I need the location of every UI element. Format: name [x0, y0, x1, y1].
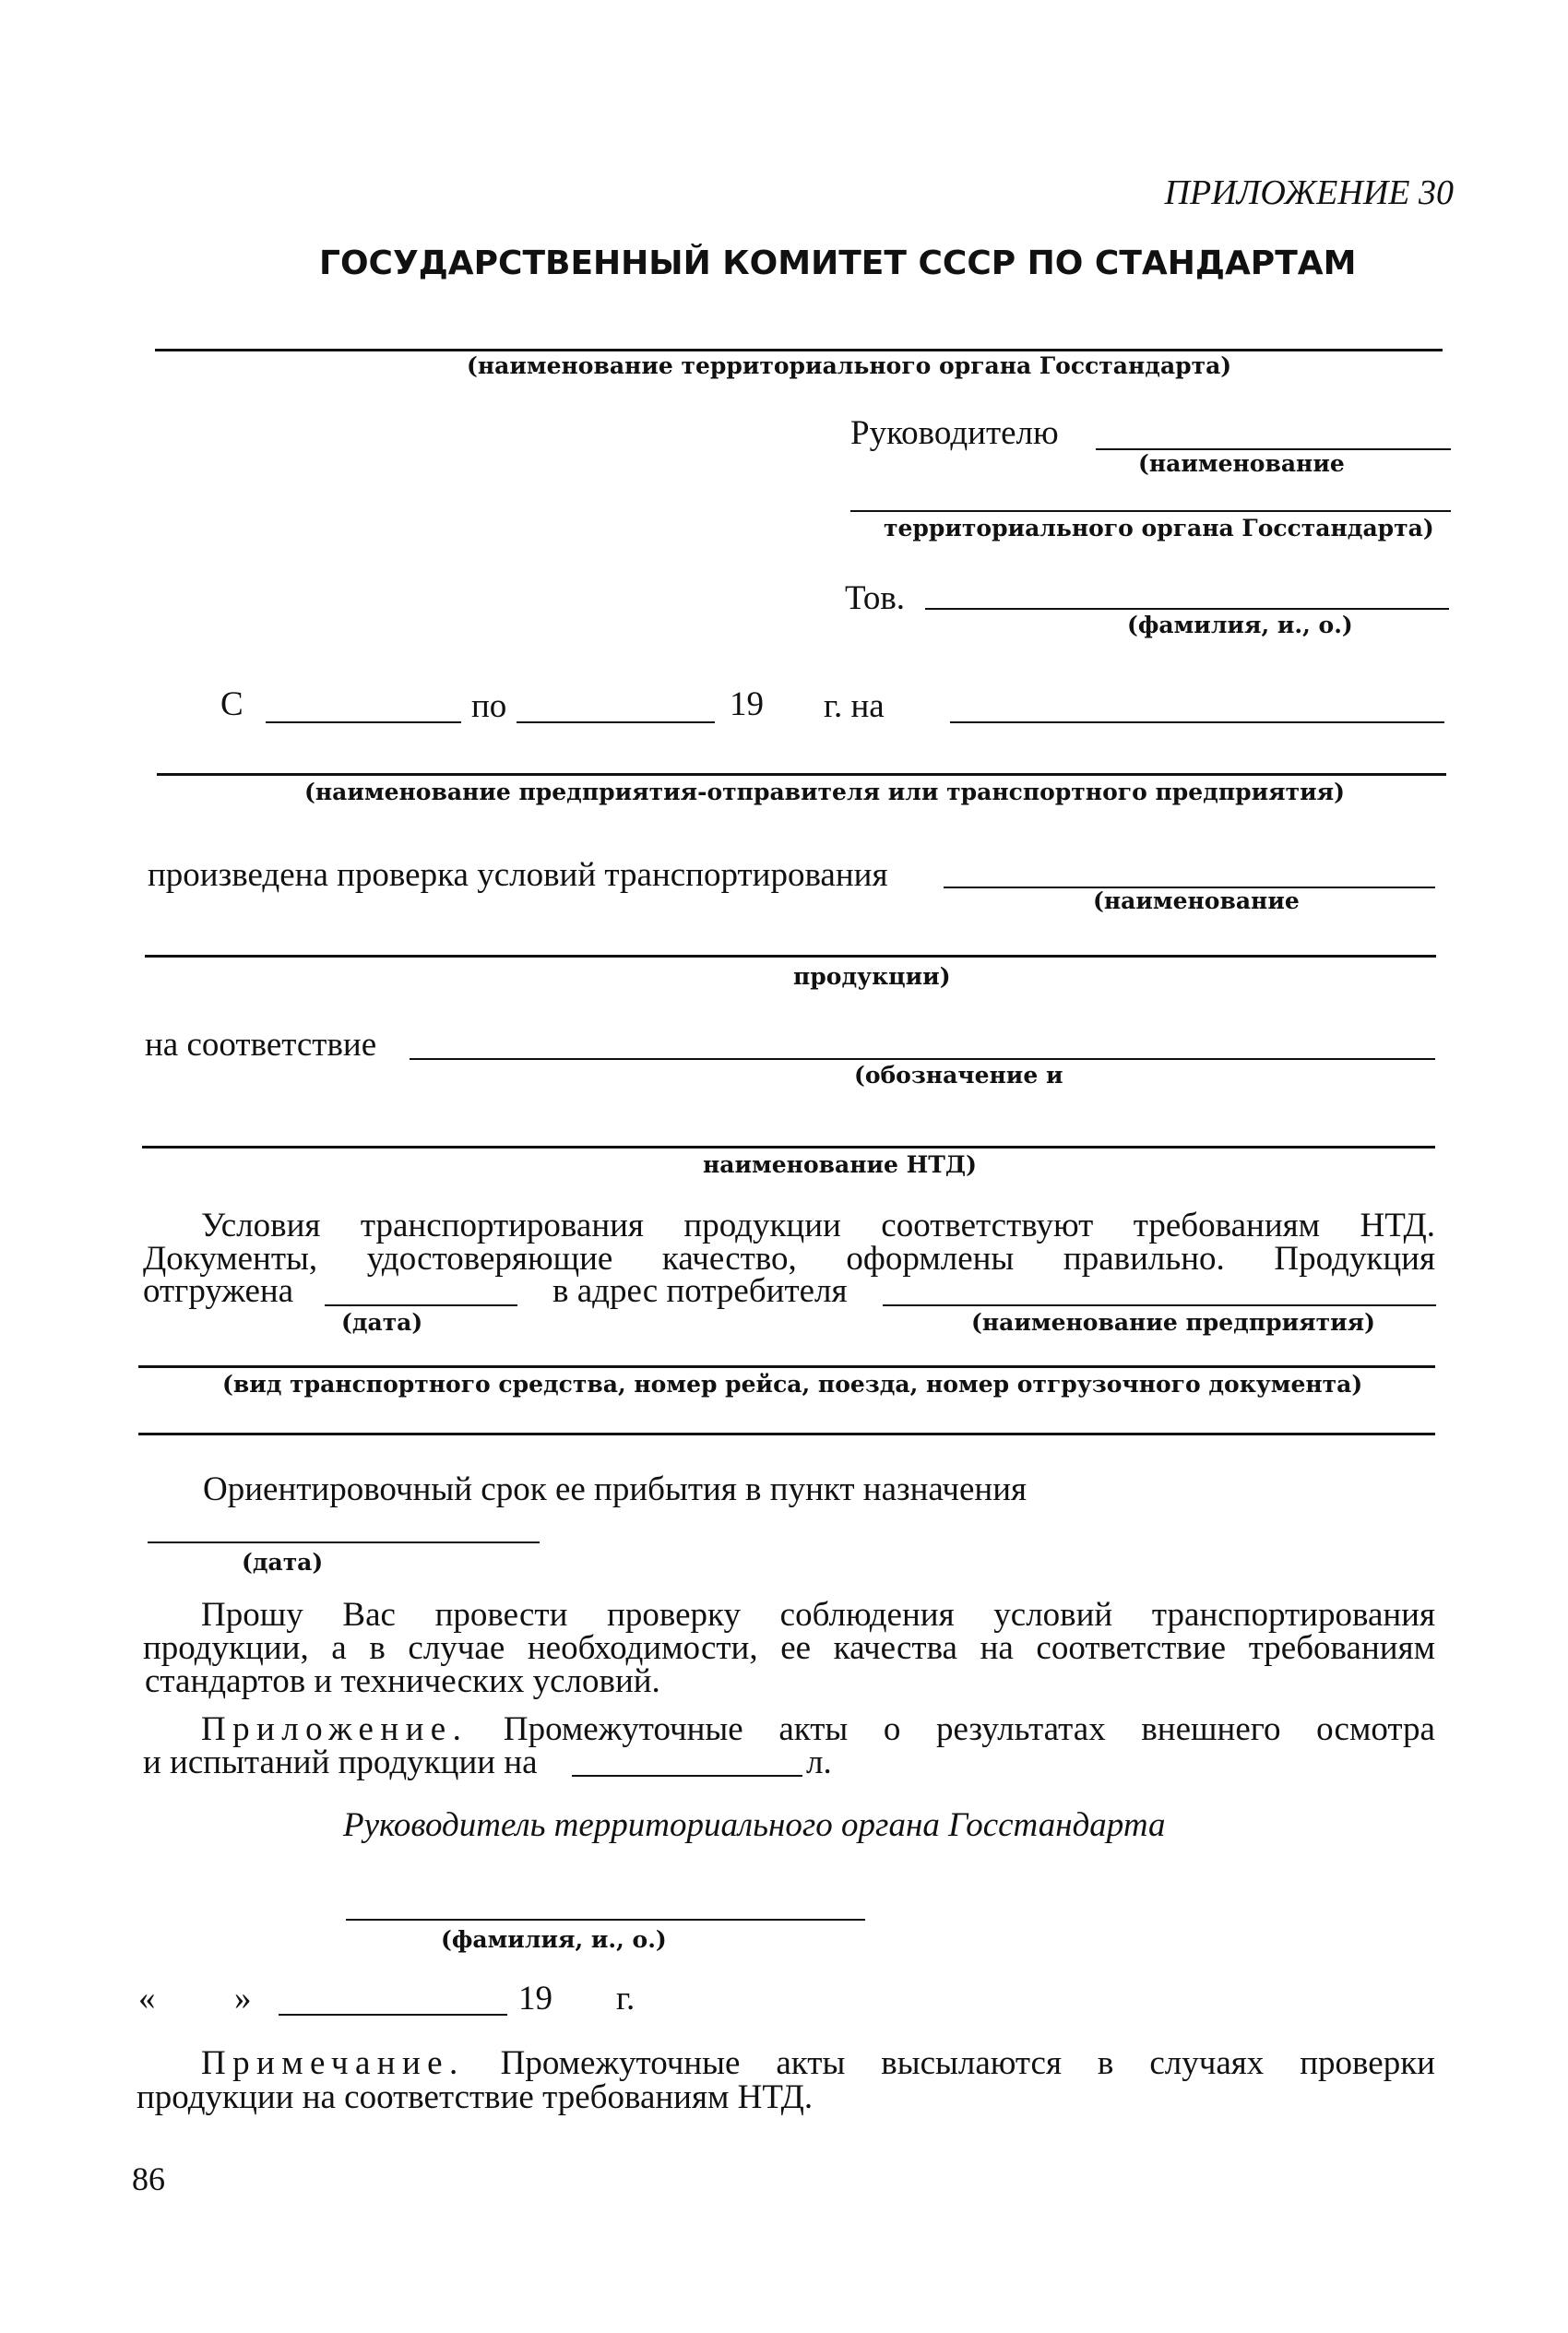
conditions-line-1: Условия транспортирования продукции соответствуют требованиям НТД.	[201, 1207, 1435, 1244]
attachment-pages-line	[572, 1775, 802, 1777]
tov-caption: (фамилия, и., о.)	[1127, 612, 1353, 638]
shipped-date-caption: (дата)	[341, 1309, 423, 1336]
attachment-unit: л.	[806, 1744, 832, 1781]
product-line	[145, 955, 1436, 958]
period-to-line	[517, 721, 715, 723]
period-at-label: г. на	[824, 687, 885, 725]
compliance-label: на соответствие	[145, 1026, 377, 1064]
territorial-organ-line	[155, 349, 1443, 351]
enterprise-caption: (наименование предприятия-отправителя или транспортного предприятия)	[304, 779, 1345, 805]
note-line-1: Примечание. Промежуточные акты высылаются в случаях проверки	[201, 2044, 1435, 2082]
signatory-name-line	[346, 1919, 865, 1921]
date-month-line	[279, 2014, 507, 2016]
product-caption: продукции)	[793, 963, 951, 990]
note-label: Примечание.	[201, 2044, 465, 2082]
ntd-caption: наименование НТД)	[703, 1151, 977, 1178]
period-to-label: по	[471, 687, 507, 725]
period-from-label: С	[220, 685, 244, 723]
page-number: 86	[132, 2160, 165, 2197]
date-year: 19	[518, 1980, 552, 2018]
tov-line	[925, 608, 1449, 610]
tov-label: Тов.	[845, 579, 906, 617]
shipped-label: отгружена	[143, 1272, 294, 1310]
attachment-line-1: Приложение. Промежуточные акты о результатах внешнего осмотра	[201, 1710, 1435, 1748]
conditions-line-2: Документы, удостоверяющие качество, оформлены правильно. Продукция	[143, 1240, 1435, 1278]
attachment-line-2: и испытаний продукции на	[143, 1744, 538, 1781]
date-open-quote: «	[138, 1980, 156, 2018]
consumer-line	[883, 1304, 1436, 1306]
request-line-1: Прошу Вас провести проверку соблюдения условий транспортирования	[201, 1596, 1435, 1634]
territorial-organ-caption: (наименование территориального органа Госстандарта)	[467, 352, 1232, 379]
arrival-text: Ориентировочный срок ее прибытия в пункт назначения	[203, 1470, 1028, 1508]
enterprise-line	[157, 773, 1446, 776]
signatory-title: Руководитель территориального органа Госстандарта	[343, 1806, 1166, 1844]
shipped-date-line	[325, 1304, 517, 1306]
period-at-line	[950, 721, 1444, 723]
check-caption-1: (наименование	[1093, 887, 1300, 914]
arrival-date-caption: (дата)	[242, 1549, 324, 1576]
compliance-caption-1: (обозначение и	[854, 1062, 1063, 1089]
check-text: произведена проверка условий транспортирования	[148, 856, 888, 894]
request-line-3: стандартов и технических условий.	[145, 1662, 660, 1700]
appendix-label: ПРИЛОЖЕНИЕ 30	[1164, 173, 1454, 212]
transport-line-2	[138, 1433, 1435, 1435]
attachment-label: Приложение.	[201, 1710, 469, 1748]
page-heading: ГОСУДАРСТВЕННЫЙ КОМИТЕТ СССР ПО СТАНДАРТАМ	[319, 244, 1357, 282]
period-year: 19	[730, 685, 764, 723]
signatory-name-caption: (фамилия, и., о.)	[441, 1926, 667, 1953]
note-line-2: продукции на соответствие требованиям НТД.	[137, 2078, 814, 2116]
to-head-caption-2: территориального органа Госстандарта)	[884, 515, 1434, 542]
ntd-line	[142, 1146, 1435, 1149]
transport-line	[138, 1365, 1435, 1368]
date-suffix: г.	[616, 1980, 636, 2018]
date-close-quote: »	[234, 1980, 252, 2018]
consumer-caption: (наименование предприятия)	[971, 1309, 1375, 1336]
request-line-2: продукции, а в случае необходимости, ее качества на соответствие требованиям	[143, 1629, 1435, 1667]
period-from-line	[266, 721, 461, 723]
arrival-date-line	[148, 1541, 540, 1543]
transport-caption: (вид транспортного средства, номер рейса, поезда, номер отгрузочного документа)	[222, 1371, 1363, 1398]
to-head-line-2	[850, 510, 1451, 512]
to-address-label: в адрес потребителя	[552, 1272, 848, 1310]
to-head-caption-1: (наименование	[1138, 450, 1345, 477]
to-head-label: Руководителю	[850, 414, 1059, 452]
compliance-line	[410, 1058, 1435, 1060]
